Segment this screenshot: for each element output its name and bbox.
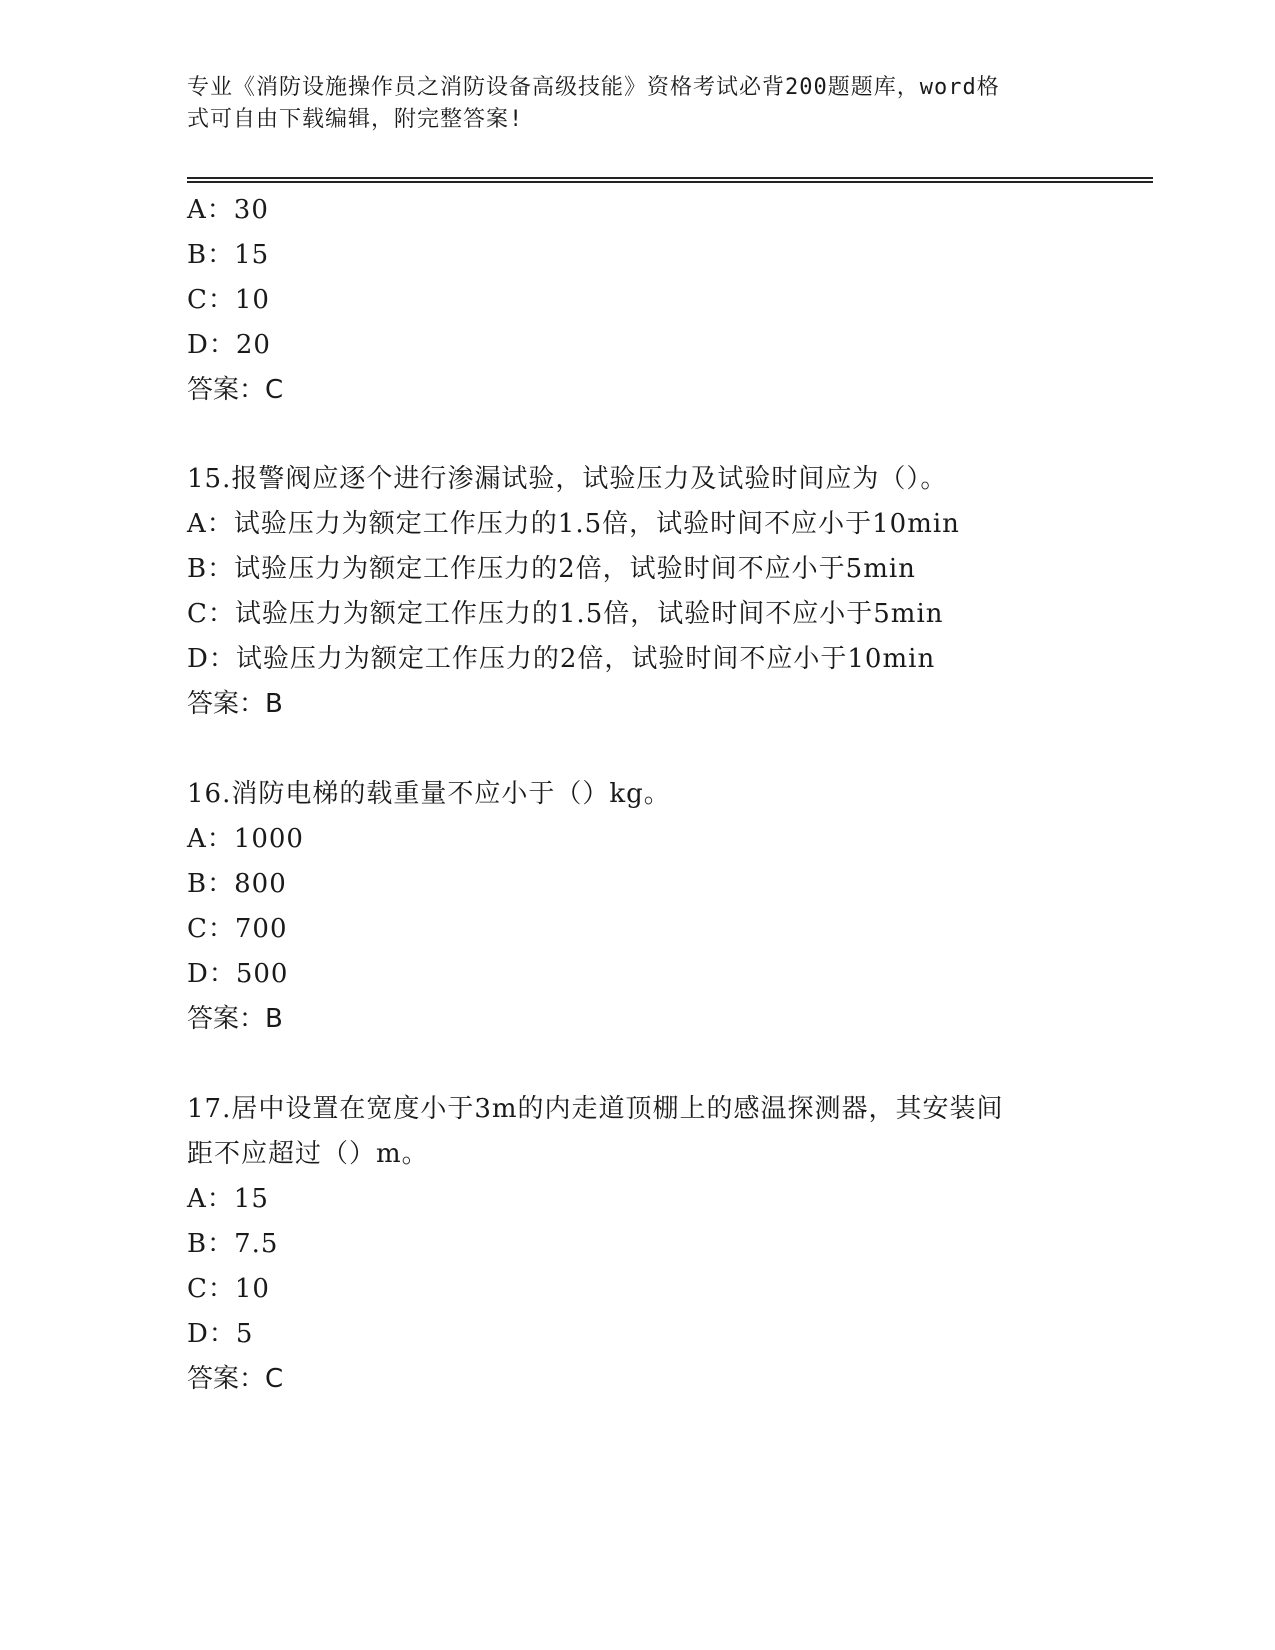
header-line-2: 式可自由下载编辑，附完整答案! — [187, 107, 524, 132]
document-header — [187, 72, 1067, 136]
header-divider-top — [187, 177, 1153, 179]
header-divider-bottom — [187, 181, 1153, 183]
q17-question-line-1: 17.居中设置在宽度小于3m的内走道顶棚上的感温探测器，其安装间 — [187, 1094, 1004, 1124]
q17-answer: 答案：C — [187, 1364, 284, 1394]
q17-option-a: A：15 — [187, 1184, 269, 1214]
q17-option-b: B：7.5 — [187, 1229, 279, 1259]
q14-option-c: C：10 — [187, 285, 270, 315]
q16-option-c: C：700 — [187, 914, 288, 944]
q15-option-b: B：试验压力为额定工作压力的2倍，试验时间不应小于5min — [187, 554, 916, 584]
q16-answer: 答案：B — [187, 1004, 283, 1034]
header-line-1: 专业《消防设施操作员之消防设备高级技能》资格考试必背200题题库，word格 — [187, 75, 1000, 100]
q14-option-b: B：15 — [187, 240, 270, 270]
q15-answer: 答案：B — [187, 689, 283, 719]
q15-option-d: D：试验压力为额定工作压力的2倍，试验时间不应小于10min — [187, 644, 936, 674]
q17-question-line-2: 距不应超过（）m。 — [187, 1139, 429, 1169]
q17-option-d: D：5 — [187, 1319, 254, 1349]
q16-option-a: A：1000 — [187, 824, 304, 854]
q15-question: 15.报警阀应逐个进行渗漏试验，试验压力及试验时间应为（）。 — [187, 464, 948, 494]
q15-option-a: A：试验压力为额定工作压力的1.5倍，试验时间不应小于10min — [187, 509, 960, 539]
q14-option-a: A：30 — [187, 195, 269, 225]
q14-answer: 答案：C — [187, 375, 284, 405]
q17-option-c: C：10 — [187, 1274, 270, 1304]
q16-option-b: B：800 — [187, 869, 287, 899]
q16-option-d: D：500 — [187, 959, 289, 989]
q15-option-c: C：试验压力为额定工作压力的1.5倍，试验时间不应小于5min — [187, 599, 944, 629]
q16-question: 16.消防电梯的载重量不应小于（）kg。 — [187, 779, 671, 809]
q14-option-d: D：20 — [187, 330, 271, 360]
